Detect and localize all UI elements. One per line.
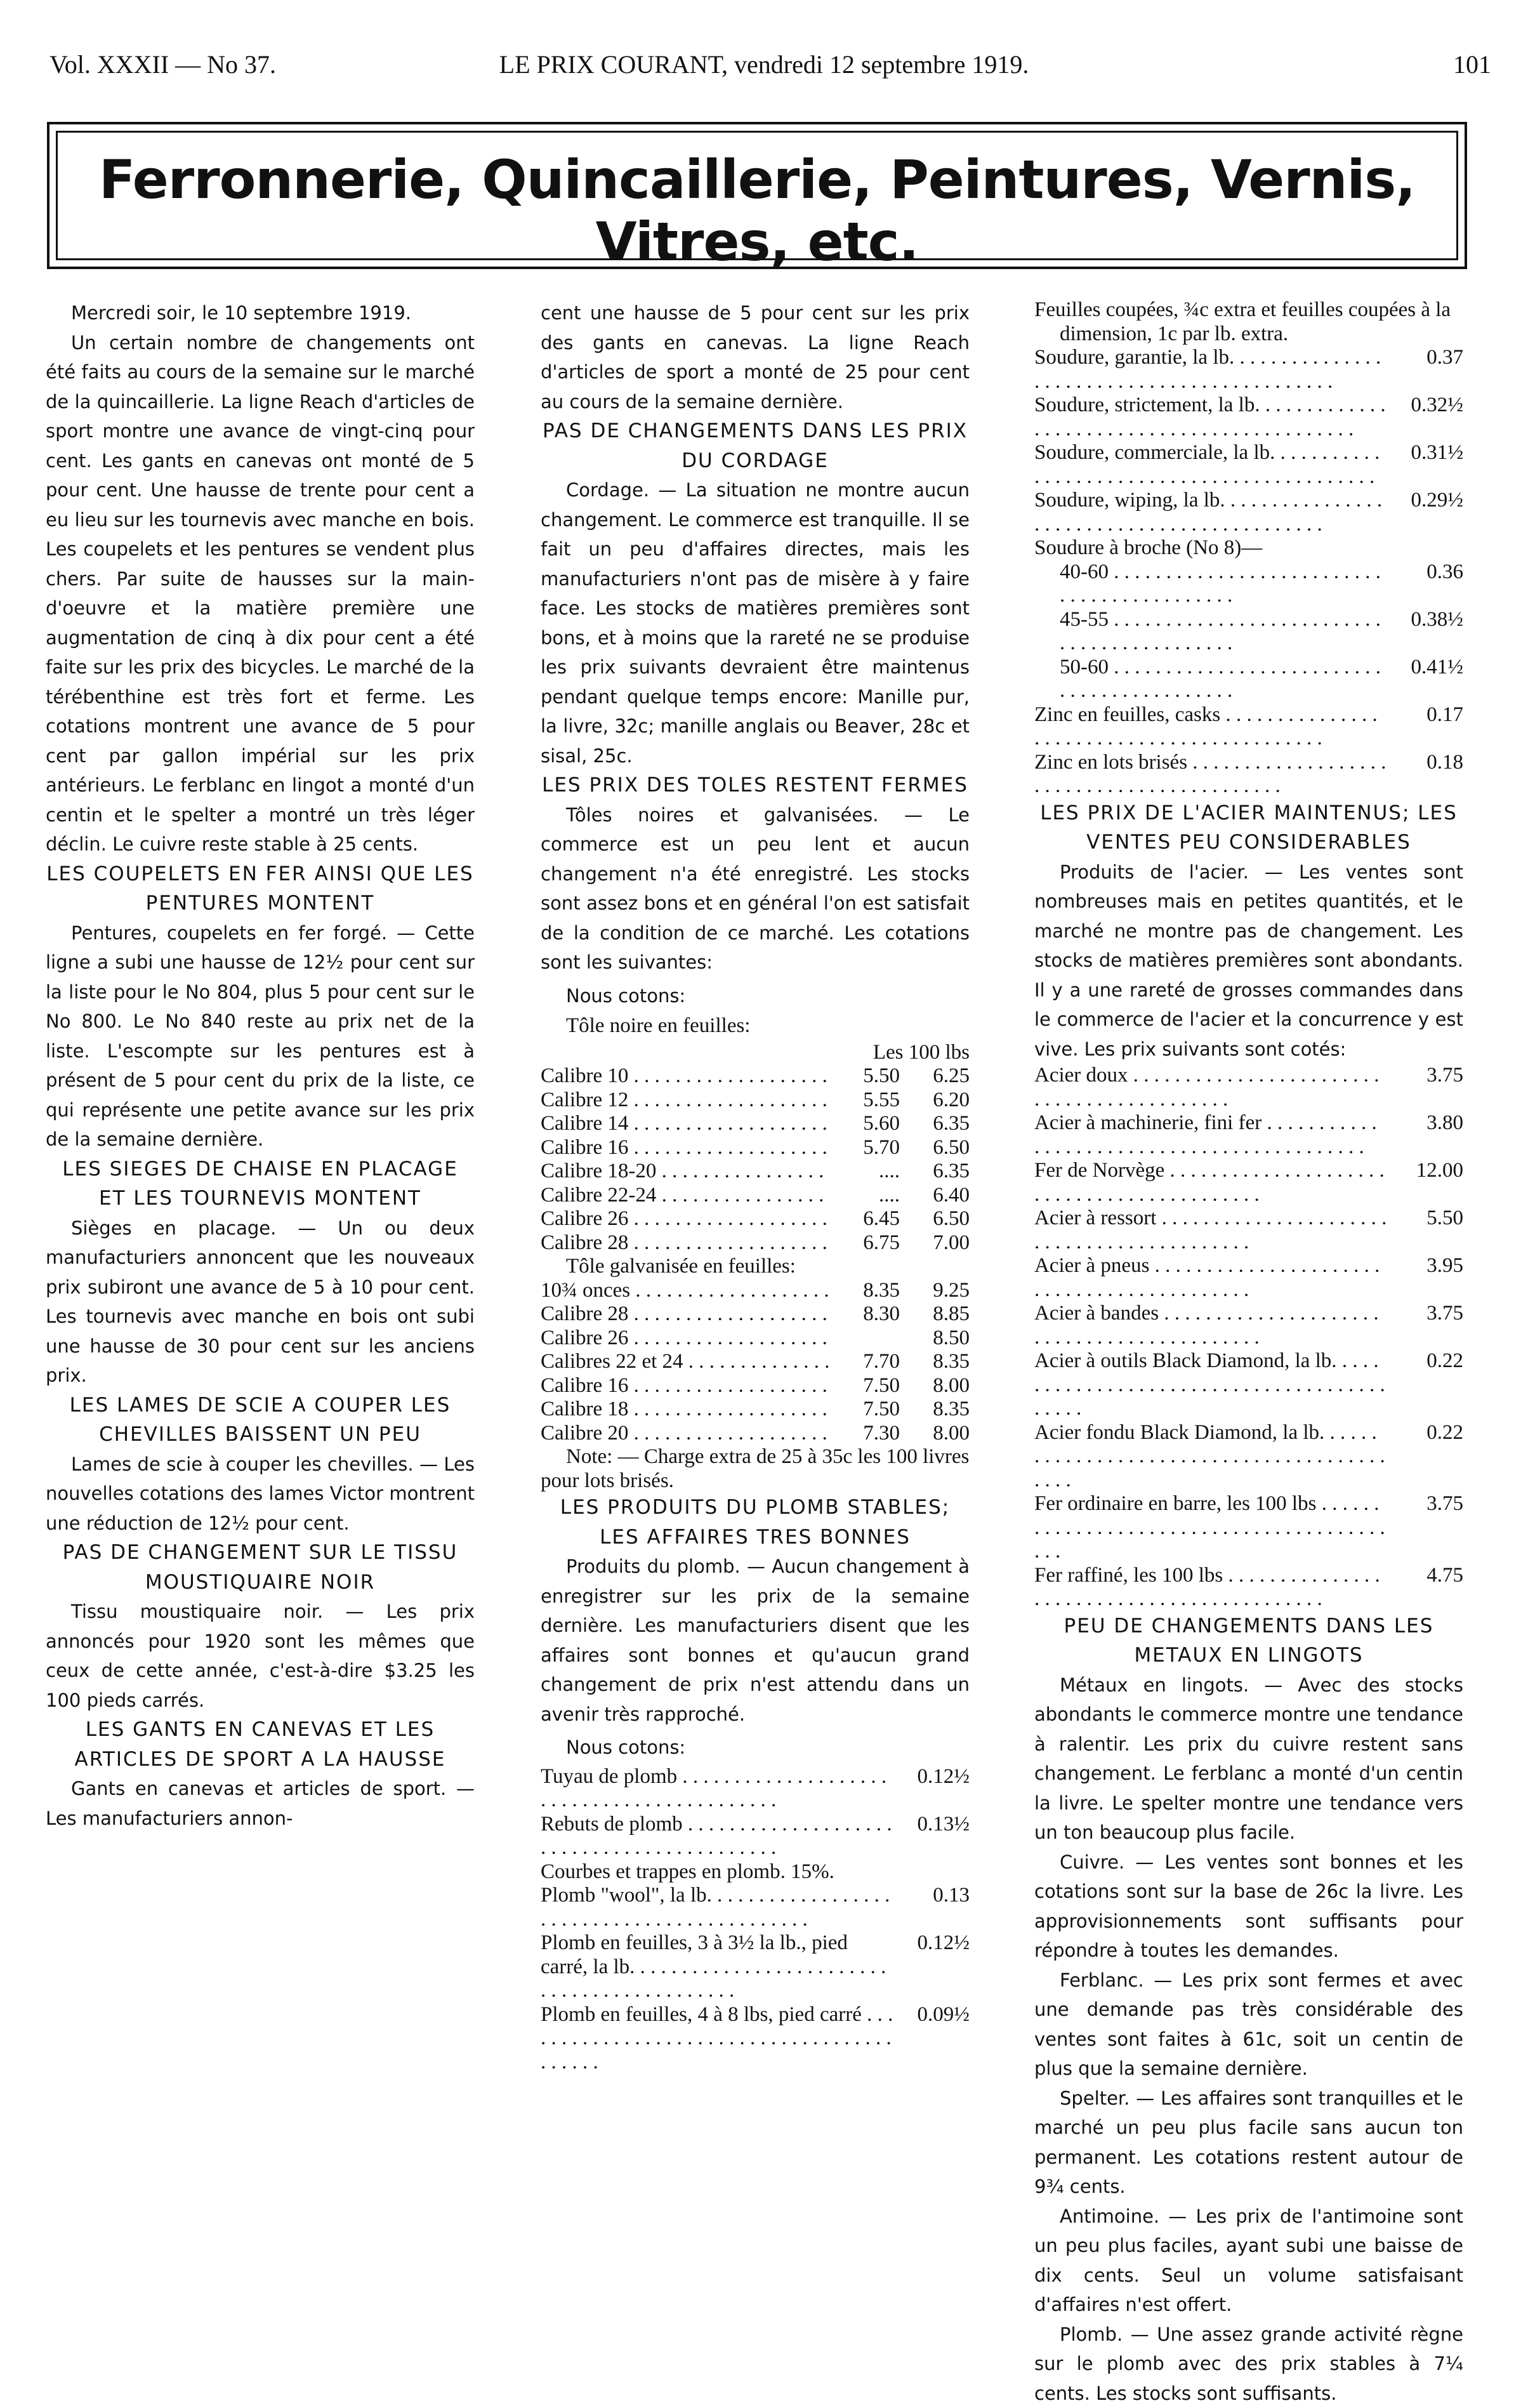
price-label: Calibre 20 . . . (541, 1422, 830, 1446)
price-value: 3.95 (1387, 1254, 1463, 1278)
price-label: Calibre 12 . . . (541, 1088, 830, 1113)
column-header: Les 100 lbs (541, 1041, 970, 1065)
column-3 (1034, 298, 1463, 2408)
price-label: Fer ordinaire en barre, les 100 lbs . . . (1034, 1492, 1387, 1564)
price-value: 3.75 (1387, 1064, 1463, 1088)
price-row (1034, 394, 1463, 441)
price-value-2: 8.35 (900, 1350, 970, 1374)
publication-title: LE PRIX COURANT, vendredi 12 septembre 1919. (0, 50, 1528, 79)
soudure-broche-rows (1034, 560, 1463, 703)
paragraph-toles: Tôles noires et galvanisées. — Le commerce est un peu lent et aucun changement n'a été enregistré. Les stocks sont assez bons et en général l'on est satisfait de la condition de ce marché. Les cotations sont les suivantes: (541, 800, 970, 977)
heading-plomb: LES PRODUITS DU PLOMB STABLES; LES AFFAIRES TRES BONNES (541, 1493, 970, 1552)
price-label: Courbes et trappes en plomb. 15%. (541, 1860, 893, 1884)
price-value: 12.00 (1387, 1159, 1463, 1183)
price-row (1034, 1111, 1463, 1159)
section-title: Ferronnerie, Quincaillerie, Peintures, Vernis, Vitres, etc. (49, 149, 1465, 273)
price-label: Acier à pneus . . . (1034, 1254, 1387, 1302)
price-row (541, 1884, 970, 1931)
price-row (1060, 608, 1463, 656)
price-label: Soudure, strictement, la lb. . . . (1034, 394, 1387, 441)
soudure-rows (1034, 346, 1463, 536)
price-row (1034, 441, 1463, 489)
price-value-1: 5.55 (830, 1088, 900, 1113)
price-value: 0.17 (1387, 703, 1463, 727)
price-row (541, 1136, 970, 1160)
price-row (541, 1112, 970, 1136)
price-row (541, 1813, 970, 1860)
intro-paragraph: Un certain nombre de changements ont été faits au cours de la semaine sur le marché de la quincaillerie. La ligne Reach d'articles de sport montre une avance de vingt-cinq pour cent. Les gants en canevas ont monté de 5 pour cent. Une hausse de trente pour cent a eu lieu sur les tournevis avec manche en bois. Les coupelets et les pentures se vendent plus chers. Par suite de hausses sur la main-d'oeuvre et la matière première une augmentation de cinq à dix pour cent a été faite sur les prix des bicycles. Le marché de la térébenthine est très fort et ferme. Les cotations montrent une avance de 5 pour cent par gallon impérial sur les prix antérieurs. Le ferblanc en lingot a monté d'un centin et le spelter a montré un très léger déclin. Le cuivre reste stable à 25 cents. (46, 328, 475, 859)
price-row (541, 1064, 970, 1088)
price-row (1034, 1349, 1463, 1421)
soudure-prices (1034, 298, 1463, 798)
price-row (1034, 1302, 1463, 1349)
price-label: 40-60 . . . (1060, 560, 1387, 608)
paragraph-gants-cont: cent une hausse de 5 pour cent sur les prix des gants en canevas. La ligne Reach d'articles de sport a monté de 25 pour cent au cours de la semaine dernière. (541, 298, 970, 416)
price-value: 0.31½ (1387, 441, 1463, 465)
price-row (541, 1302, 970, 1326)
price-label: Plomb en feuilles, 3 à 3½ la lb., pied carré, la lb. . . . (541, 1931, 893, 2003)
price-label: Acier à ressort . . . (1034, 1207, 1387, 1254)
tole-noire-rows (541, 1064, 970, 1255)
price-row (1034, 489, 1463, 536)
price-value: 0.29½ (1387, 489, 1463, 513)
price-row (541, 1231, 970, 1255)
price-row (541, 1765, 970, 1813)
price-label: Calibre 10 . . . (541, 1064, 830, 1088)
price-label: Tuyau de plomb . . . (541, 1765, 893, 1813)
price-value-1: 5.50 (830, 1064, 900, 1088)
price-value-2: 6.50 (900, 1136, 970, 1160)
price-value-1: 7.50 (830, 1374, 900, 1398)
price-row (1060, 560, 1463, 608)
price-label: Acier à bandes . . . (1034, 1302, 1387, 1349)
price-value: 0.32½ (1387, 394, 1463, 418)
price-row (541, 2003, 970, 2075)
subhead-nous-cotons-2: Nous cotons: (566, 1733, 970, 1763)
price-label: Soudure, commerciale, la lb. . . . (1034, 441, 1387, 489)
price-value: 0.13½ (893, 1813, 970, 1837)
price-label: Calibre 18-20 . . . (541, 1160, 830, 1184)
price-value: 0.12½ (893, 1765, 970, 1789)
price-value-2: 6.35 (900, 1112, 970, 1136)
report-date: Mercredi soir, le 10 septembre 1919. (46, 298, 475, 328)
price-label: Acier fondu Black Diamond, la lb. . . . (1034, 1421, 1387, 1493)
price-label: Plomb "wool", la lb. . . . (541, 1884, 893, 1931)
price-label: Calibre 16 . . . (541, 1136, 830, 1160)
price-label: Zinc en feuilles, casks . . . (1034, 703, 1387, 751)
price-value-2: 8.00 (900, 1374, 970, 1398)
heading-sieges: LES SIEGES DE CHAISE EN PLACAGE ET LES TOURNEVIS MONTENT (46, 1154, 475, 1214)
price-value-1: 7.30 (830, 1422, 900, 1446)
price-label: Calibres 22 et 24 . . . (541, 1350, 830, 1374)
price-row (1034, 346, 1463, 394)
price-row (1034, 1492, 1463, 1564)
price-value-2: 8.50 (900, 1326, 970, 1351)
price-value-2: 8.85 (900, 1302, 970, 1326)
price-value: 0.09½ (893, 2003, 970, 2027)
price-value: 0.13 (893, 1884, 970, 1908)
price-value-2: 6.25 (900, 1064, 970, 1088)
subhead-tole-noire: Tôle noire en feuilles: (566, 1014, 970, 1038)
price-label: Fer de Norvège . . . (1034, 1159, 1387, 1207)
note-lots-brises: Note: — Charge extra de 25 à 35c les 100 livres pour lots brisés. (541, 1445, 970, 1493)
price-value-2: 8.00 (900, 1422, 970, 1446)
heading-cordage: PAS DE CHANGEMENTS DANS LES PRIX DU CORDAGE (541, 416, 970, 475)
price-label: 50-60 . . . (1060, 656, 1387, 703)
paragraph-metaux: Métaux en lingots. — Avec des stocks abondants le commerce montre une tendance à ralentir. Les prix du cuivre restent sans changement. Le ferblanc a monté d'un centin la livre. Le spelter montre une tendance vers un ton beaucoup plus facile. (1034, 1670, 1463, 1848)
price-row (1034, 1564, 1463, 1611)
price-value: 0.22 (1387, 1349, 1463, 1373)
price-row (1034, 703, 1463, 751)
paragraph-spelter: Spelter. — Les affaires sont tranquilles et le marché un peu plus facile sans aucun ton permanent. Les cotations restent autour de 9¾ cents. (1034, 2084, 1463, 2202)
price-value: 0.36 (1387, 560, 1463, 585)
price-label: Fer raffiné, les 100 lbs . . . (1034, 1564, 1387, 1611)
price-row (541, 1350, 970, 1374)
price-row (1034, 751, 1463, 798)
price-label: Acier doux . . . (1034, 1064, 1387, 1111)
price-value-2: 6.50 (900, 1207, 970, 1231)
price-row (1060, 656, 1463, 703)
price-label: Acier à machinerie, fini fer . . . (1034, 1111, 1387, 1159)
price-value: 3.75 (1387, 1492, 1463, 1516)
page-number: 101 (1453, 50, 1491, 79)
price-row (1034, 1421, 1463, 1493)
price-row (541, 1184, 970, 1208)
column-2 (541, 298, 970, 2074)
price-value: 5.50 (1387, 1207, 1463, 1231)
price-value-2: 8.35 (900, 1398, 970, 1422)
price-value-1: 8.30 (830, 1302, 900, 1326)
paragraph-ferblanc: Ferblanc. — Les prix sont fermes et avec une demande pas très considérable des ventes sont faites à 61c, soit un centin de plus que la semaine dernière. (1034, 1966, 1463, 2084)
price-label: Calibre 16 . . . (541, 1374, 830, 1398)
price-value-2: 6.40 (900, 1184, 970, 1208)
soudure-broche-label: Soudure à broche (No 8)— (1034, 536, 1463, 560)
price-label: Calibre 28 . . . (541, 1231, 830, 1255)
volume-number: Vol. XXXII — No 37. (49, 50, 276, 79)
price-row (541, 1422, 970, 1446)
price-label: Acier à outils Black Diamond, la lb. . . . (1034, 1349, 1387, 1421)
price-label: Soudure, wiping, la lb. . . . (1034, 489, 1387, 536)
price-row (541, 1279, 970, 1303)
price-value-2: 6.35 (900, 1160, 970, 1184)
heading-acier: LES PRIX DE L'ACIER MAINTENUS; LES VENTES PEU CONSIDERABLES (1034, 798, 1463, 857)
price-row (1034, 1207, 1463, 1254)
price-value-1: .... (830, 1160, 900, 1184)
price-value-1: 8.35 (830, 1279, 900, 1303)
paragraph-gants: Gants en canevas et articles de sport. — Les manufacturiers annon- (46, 1774, 475, 1833)
paragraph-lames-scie: Lames de scie à couper les chevilles. — Les nouvelles cotations des lames Victor montrent une réduction de 12½ pour cent. (46, 1450, 475, 1538)
zinc-rows (1034, 703, 1463, 798)
price-label: Zinc en lots brisés . . . (1034, 751, 1387, 798)
price-value-1: 6.75 (830, 1231, 900, 1255)
price-row (541, 1326, 970, 1351)
subhead-tole-galvanisee: Tôle galvanisée en feuilles: (566, 1255, 970, 1279)
price-value: 0.41½ (1387, 656, 1463, 680)
plomb-price-rows (541, 1765, 970, 2075)
price-row (1034, 1159, 1463, 1207)
price-value: 3.75 (1387, 1302, 1463, 1326)
price-value: 3.80 (1387, 1111, 1463, 1135)
price-value-2: 6.20 (900, 1088, 970, 1113)
paragraph-pentures: Pentures, coupelets en fer forgé. — Cette ligne a subi une hausse de 12½ pour cent sur la liste pour le No 804, plus 5 pour cent sur le No 800. Le No 840 reste au prix net de la liste. L'escompte sur les pentures est à présent de 5 pour cent du prix de la liste, ce qui représente une petite avance sur les prix de la semaine dernière. (46, 918, 475, 1154)
heading-coupelets: LES COUPELETS EN FER AINSI QUE LES PENTURES MONTENT (46, 859, 475, 918)
price-row (541, 1860, 970, 1884)
price-label: 10¾ onces . . . (541, 1279, 830, 1303)
price-label: Plomb en feuilles, 4 à 8 lbs, pied carré . . . (541, 2003, 893, 2075)
heading-lames-scie: LES LAMES DE SCIE A COUPER LES CHEVILLES BAISSENT UN PEU (46, 1391, 475, 1450)
price-row (1034, 1064, 1463, 1111)
price-value: 0.12½ (893, 1931, 970, 1955)
paragraph-plomb-metal: Plomb. — Une assez grande activité règne sur le plomb avec des prix stables à 7¼ cents. Les stocks sont suffisants. (1034, 2320, 1463, 2408)
price-value: 0.18 (1387, 751, 1463, 775)
price-table-toles (541, 1014, 970, 1493)
heading-metaux: PEU DE CHANGEMENTS DANS LES METAUX EN LINGOTS (1034, 1611, 1463, 1670)
price-label: Calibre 26 . . . (541, 1207, 830, 1231)
heading-gants: LES GANTS EN CANEVAS ET LES ARTICLES DE SPORT A LA HAUSSE (46, 1715, 475, 1774)
price-value-2: 7.00 (900, 1231, 970, 1255)
feuilles-coupees-note: Feuilles coupées, ¾c extra et feuilles coupées à la dimension, 1c par lb. extra. (1034, 298, 1463, 346)
price-value-1: 7.50 (830, 1398, 900, 1422)
price-label: Rebuts de plomb . . . (541, 1813, 893, 1860)
price-label: Calibre 18 . . . (541, 1398, 830, 1422)
acier-price-rows (1034, 1064, 1463, 1611)
price-row (541, 1931, 970, 2003)
price-value: 4.75 (1387, 1564, 1463, 1588)
paragraph-acier: Produits de l'acier. — Les ventes sont nombreuses mais en petites quantités, et le marché ne montre pas de changement. Les stocks de matières premières sont abondants. Il y a une rareté de grosses commandes dans le commerce de l'acier et la concurrence y est vive. Les prix suivants sont cotés: (1034, 857, 1463, 1064)
subhead-nous-cotons: Nous cotons: (566, 981, 970, 1011)
price-value: 0.38½ (1387, 608, 1463, 632)
paragraph-cordage: Cordage. — La situation ne montre aucun changement. Le commerce est tranquille. Il se fait un peu d'affaires directes, mais les manufacturiers n'ont pas de misère à y faire face. Les stocks de matières premières sont bons, et à moins que la rareté ne se produise les prix suivants devraient être maintenus pendant quelque temps encore: Manille pur, la livre, 32c; manille anglais ou Beaver, 28c et sisal, 25c. (541, 475, 970, 771)
price-label: Calibre 28 . . . (541, 1302, 830, 1326)
price-row (541, 1088, 970, 1113)
price-value-1: .... (830, 1184, 900, 1208)
price-row (1034, 1254, 1463, 1302)
price-value-1: 5.60 (830, 1112, 900, 1136)
price-label: Calibre 22-24 . . . (541, 1184, 830, 1208)
price-label: Calibre 14 . . . (541, 1112, 830, 1136)
price-value-1: 5.70 (830, 1136, 900, 1160)
price-value-1: 7.70 (830, 1350, 900, 1374)
price-row (541, 1398, 970, 1422)
price-label: 45-55 . . . (1060, 608, 1387, 656)
heading-moustiquaire: PAS DE CHANGEMENT SUR LE TISSU MOUSTIQUAIRE NOIR (46, 1538, 475, 1597)
price-value: 0.22 (1387, 1421, 1463, 1445)
paragraph-moustiquaire: Tissu moustiquaire noir. — Les prix annoncés pour 1920 sont les mêmes que ceux de cette année, c'est-à-dire $3.25 les 100 pieds carrés. (46, 1597, 475, 1715)
paragraph-sieges: Sièges en placage. — Un ou deux manufacturiers annoncent que les nouveaux prix subiront une avance de 5 à 10 pour cent. Les tournevis avec manche en bois ont subi une hausse de 30 pour cent sur les anciens prix. (46, 1214, 475, 1391)
price-value-2: 9.25 (900, 1279, 970, 1303)
paragraph-plomb: Produits du plomb. — Aucun changement à enregistrer sur les prix de la semaine dernière. Les manufacturiers disent que les affaires sont bonnes et qu'aucun grand changement de prix n'est attendu dans un avenir très rapproché. (541, 1552, 970, 1729)
tole-galvanisee-rows (541, 1279, 970, 1446)
price-label: Calibre 26 . . . (541, 1326, 830, 1351)
price-value-1: 6.45 (830, 1207, 900, 1231)
column-1 (46, 298, 475, 1833)
price-value: 0.37 (1387, 346, 1463, 370)
paragraph-antimoine: Antimoine. — Les prix de l'antimoine sont un peu plus faciles, ayant subi une baisse de dix cents. Seul un volume satisfaisant d'affaires n'est offert. (1034, 2202, 1463, 2320)
heading-toles: LES PRIX DES TOLES RESTENT FERMES (541, 771, 970, 800)
price-row (541, 1160, 970, 1184)
price-row (541, 1374, 970, 1398)
paragraph-cuivre: Cuivre. — Les ventes sont bonnes et les cotations sont sur la base de 26c la livre. Les approvisionnements sont suffisants pour répondre à toutes les demandes. (1034, 1848, 1463, 1966)
price-label: Soudure, garantie, la lb. . . . (1034, 346, 1387, 394)
section-banner (47, 122, 1467, 269)
price-row (541, 1207, 970, 1231)
